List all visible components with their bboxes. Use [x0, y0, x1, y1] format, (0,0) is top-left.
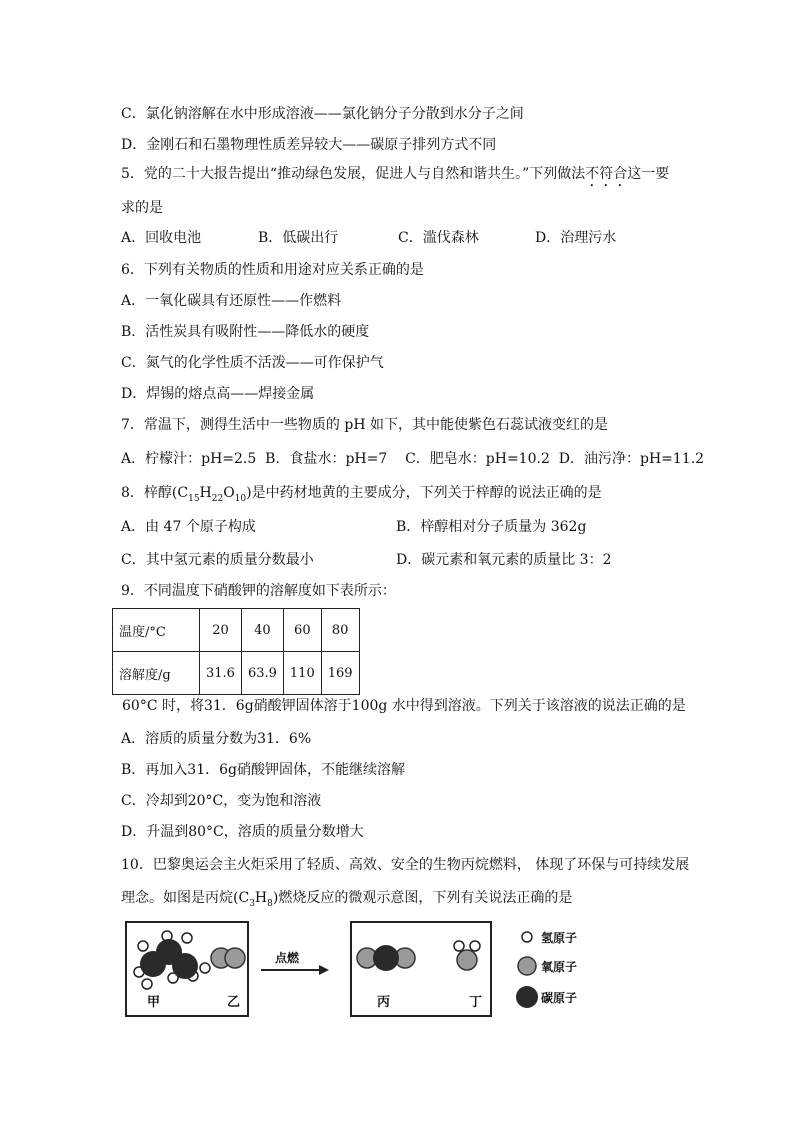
- table-cell: 20: [200, 609, 242, 652]
- table-cell: 110: [283, 652, 321, 695]
- oxygen-molecule: [211, 948, 245, 968]
- carbon-dioxide-molecule: [357, 945, 415, 971]
- table-cell: 80: [321, 609, 359, 652]
- q5-option-c: C．滥伐森林: [398, 230, 479, 246]
- q9-text: 60°C 时，将31．6g硝酸钾固体溶于100g 水中得到溶液。下列关于该溶液的说法正确的是: [122, 698, 686, 714]
- hydrogen-legend-icon: [522, 932, 532, 942]
- q5-stem-line2: 求的是: [121, 200, 163, 216]
- q8-formula-h-count: 22: [211, 493, 224, 504]
- table-cell: 60: [283, 609, 321, 652]
- q10-formula-c-count: 3: [249, 898, 255, 909]
- q8-formula-h: H: [199, 485, 212, 501]
- q5-option-a: A．回收电池: [121, 230, 202, 246]
- q6-stem: 6．下列有关物质的性质和用途对应关系正确的是: [121, 262, 424, 278]
- q7-options: A．柠檬汁：pH=2.5 B．食盐水：pH=7 C．肥皂水：pH=10.2 D．油污净：pH=11.2: [121, 451, 705, 467]
- table-cell: 31.6: [200, 652, 242, 695]
- q5-stem-post: 这一要: [627, 166, 670, 182]
- q8-formula-o-count: 10: [234, 493, 247, 504]
- q4-option-d: D．金刚石和石墨物理性质差异较大——碳原子排列方式不同: [121, 137, 497, 153]
- q6-option-b: B．活性炭具有吸附性——降低水的硬度: [121, 324, 370, 340]
- table-header-temperature: 温度/°C: [113, 609, 200, 652]
- q8-stem: [121, 484, 602, 508]
- q7-stem: 7．常温下，测得生活中一些物质的 pH 如下，其中能使紫色石蕊试液变红的是: [121, 417, 608, 433]
- table-row: [113, 652, 360, 695]
- q8-stem-pre: 8．梓醇(C: [121, 485, 189, 501]
- q9-option-d: D．升温到80°C，溶质的质量分数增大: [121, 824, 364, 840]
- q4-option-c: C．氯化钠溶解在水中形成溶液——氯化钠分子分散到水分子之间: [121, 106, 524, 122]
- oxygen-legend-icon: [518, 957, 536, 975]
- q9-option-b: B．再加入31．6g硝酸钾固体，不能继续溶解: [121, 762, 405, 778]
- q10-formula-h-count: 8: [267, 898, 273, 909]
- q5-option-b: B．低碳出行: [258, 230, 339, 246]
- legend-oxygen: 氧原子: [541, 960, 578, 974]
- q8-formula-c-count: 15: [188, 493, 200, 504]
- legend: [516, 930, 577, 1008]
- water-molecule: [454, 941, 480, 970]
- q5-stem-emphasis: 不符合: [585, 166, 628, 182]
- table-row: [113, 609, 360, 652]
- label-ding: 丁: [469, 995, 483, 1010]
- q8-option-b: B．梓醇相对分子质量为 362g: [396, 519, 587, 535]
- q6-option-c: C．氮气的化学性质不活泼——可作保护气: [121, 355, 384, 371]
- q8-option-d: D．碳元素和氧元素的质量比 3：2: [396, 552, 612, 568]
- legend-hydrogen: 氢原子: [541, 931, 578, 945]
- carbon-legend-icon: [516, 986, 538, 1008]
- q8-option-c: C．其中氢元素的质量分数最小: [121, 552, 314, 568]
- arrow-label: 点燃: [275, 951, 300, 965]
- table-cell: 63.9: [241, 652, 283, 695]
- label-bing: 丙: [377, 995, 391, 1010]
- q10-stem-pre: 理念。如图是丙烷(C: [121, 890, 250, 906]
- q6-option-a: A．一氧化碳具有还原性——作燃料: [121, 293, 342, 309]
- q8-stem-post: )是中药材地黄的主要成分，下列关于梓醇的说法正确的是: [246, 485, 602, 501]
- propane-molecule: [134, 931, 210, 989]
- q9-stem: 9．不同温度下硝酸钾的溶解度如下表所示：: [121, 583, 396, 599]
- label-jia: 甲: [147, 995, 161, 1010]
- q10-stem-line2: [121, 889, 572, 913]
- q8-option-a: A．由 47 个原子构成: [121, 519, 256, 535]
- table-header-solubility: 溶解度/g: [113, 652, 200, 695]
- q5-option-d: D．治理污水: [535, 230, 617, 246]
- q10-formula-h: H: [254, 890, 268, 906]
- solubility-table: [112, 608, 360, 695]
- table-cell: 40: [241, 609, 283, 652]
- legend-carbon: 碳原子: [541, 991, 578, 1005]
- q10-stem-line1: 10．巴黎奥运会主火炬采用了轻质、高效、安全的生物丙烷燃料， 体现了环保与可持续发展: [121, 857, 690, 873]
- table-cell: 169: [321, 652, 359, 695]
- q5-stem-pre: 5．党的二十大报告提出“推动绿色发展，促进人与自然和谐共生。”下列做法: [121, 166, 586, 182]
- q10-stem-post: )燃烧反应的微观示意图，下列有关说法正确的是: [272, 890, 573, 906]
- reaction-diagram: [123, 920, 593, 1022]
- q6-option-d: D．焊锡的熔点高——焊接金属: [121, 386, 315, 402]
- q9-option-a: A．溶质的质量分数为31．6%: [121, 731, 312, 747]
- q9-option-c: C．冷却到20°C，变为饱和溶液: [121, 793, 322, 809]
- q5-stem: [121, 165, 669, 190]
- label-yi: 乙: [227, 995, 241, 1010]
- q8-formula-o: O: [223, 485, 235, 501]
